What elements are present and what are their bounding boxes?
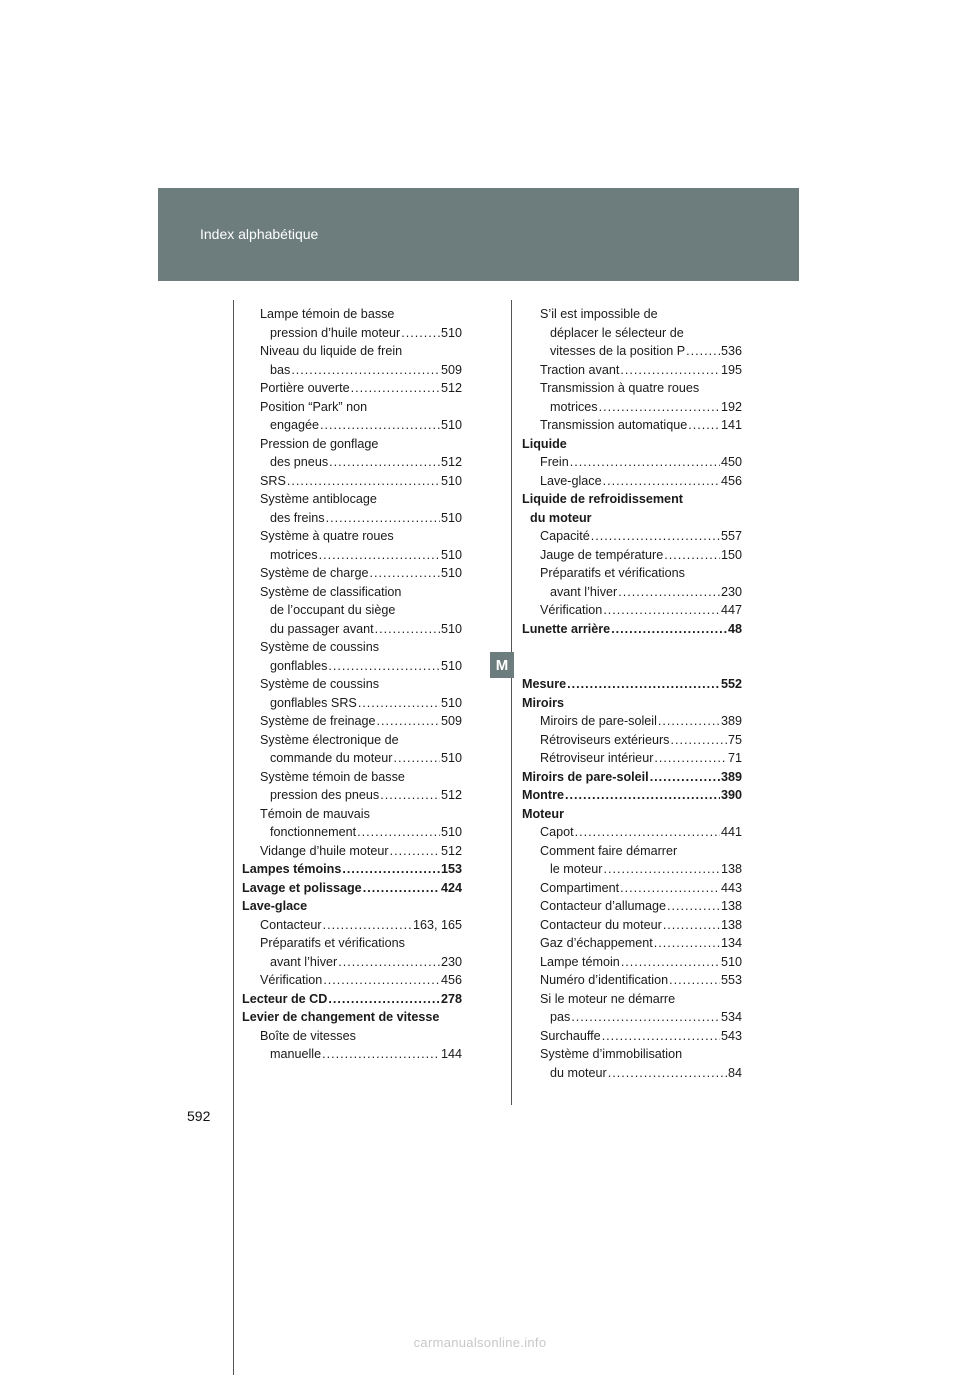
index-entry [522, 1027, 742, 1046]
entry-text: motrices [270, 547, 318, 562]
dot-leader [291, 361, 440, 380]
index-entry [242, 916, 462, 935]
dot-leader [621, 953, 720, 972]
index-entry [242, 564, 462, 583]
index-entry [242, 675, 462, 694]
entry-text: vitesses de la position P [550, 344, 686, 358]
dot-leader [599, 398, 720, 417]
entry-text: Système de coussins [260, 640, 379, 654]
entry-text: Système de coussins [260, 677, 379, 691]
index-entry [522, 453, 742, 472]
entry-text: Contacteur du moteur [540, 917, 662, 932]
index-entry [522, 842, 742, 861]
index-heading [242, 897, 462, 916]
entry-page-number: 510 [440, 566, 462, 580]
entry-text: SRS [260, 473, 286, 488]
dot-leader [670, 731, 727, 750]
index-entry [522, 379, 742, 398]
entry-page-number: 510 [440, 418, 462, 432]
entry-text: du moteur [550, 1065, 607, 1080]
index-entry [242, 379, 462, 398]
index-entry [242, 731, 462, 750]
dot-leader [565, 786, 720, 805]
index-heading [242, 1008, 462, 1027]
entry-text: Compartiment [540, 880, 620, 895]
dot-leader [664, 546, 720, 565]
index-entry [522, 527, 742, 546]
entry-page-number: 509 [440, 362, 462, 377]
entry-page-number: 450 [720, 455, 742, 469]
index-entry [522, 971, 742, 990]
dot-leader [571, 1008, 720, 1027]
index-entry [242, 398, 462, 417]
index-entry [242, 805, 462, 824]
entry-page-number: 443 [720, 880, 742, 895]
entry-page-number: 390 [720, 788, 742, 802]
dot-leader [328, 990, 440, 1009]
dot-leader [377, 712, 440, 731]
dot-leader [342, 860, 440, 879]
entry-text: Jauge de température [540, 547, 664, 562]
index-entry [242, 509, 462, 528]
index-heading [522, 509, 742, 528]
entry-page-number: 138 [720, 899, 742, 913]
entry-page-number: 512 [440, 381, 462, 395]
entry-text: de l’occupant du siège [270, 603, 396, 617]
dot-leader [650, 768, 720, 787]
entry-text: Traction avant [540, 362, 620, 377]
index-entry [242, 342, 462, 361]
entry-text: Rétroviseurs extérieurs [540, 732, 670, 747]
index-entry [242, 842, 462, 861]
dot-leader [390, 842, 440, 861]
entry-text: Lave-glace [540, 473, 602, 488]
entry-page-number: 510 [440, 325, 462, 340]
index-entry [522, 879, 742, 898]
entry-page-number: 552 [720, 677, 742, 691]
entry-text: Lampe témoin de basse [260, 307, 395, 321]
dot-leader [654, 934, 720, 953]
dot-leader [322, 1045, 440, 1064]
entry-text: Niveau du liquide de frein [260, 344, 403, 358]
index-entry [242, 1045, 462, 1064]
entry-page-number: 424 [440, 880, 462, 895]
index-entry [242, 527, 462, 546]
dot-leader [608, 1064, 727, 1083]
index-entry [242, 472, 462, 491]
index-entry [522, 416, 742, 435]
index-entry [242, 786, 462, 805]
index-entry [522, 472, 742, 491]
watermark: carmanualsonline.info [413, 1335, 547, 1350]
entry-text: S’il est impossible de [540, 307, 658, 321]
index-entry [522, 1045, 742, 1064]
entry-text: Préparatifs et vérifications [540, 566, 685, 580]
index-heading [522, 786, 742, 805]
dot-leader [686, 342, 720, 361]
dot-leader [323, 916, 412, 935]
dot-leader [380, 786, 440, 805]
entry-text: Montre [522, 788, 564, 802]
index-entry [522, 1064, 742, 1083]
entry-text: Mesure [522, 677, 567, 691]
entry-text: avant l’hiver [550, 584, 618, 599]
index-entry [522, 953, 742, 972]
index-entry [242, 453, 462, 472]
entry-page-number: 543 [720, 1028, 742, 1043]
entry-text: Lave-glace [242, 899, 308, 913]
entry-page-number: 144 [440, 1047, 462, 1061]
dot-leader [603, 601, 720, 620]
entry-text: déplacer le sélecteur de [550, 325, 684, 340]
margin-rule [233, 300, 234, 1375]
entry-page-number: 512 [440, 788, 462, 802]
index-entry [242, 934, 462, 953]
index-heading [242, 860, 462, 879]
dot-leader [394, 749, 440, 768]
entry-text: Contacteur [260, 917, 322, 932]
entry-page-number: 134 [720, 936, 742, 950]
dot-leader [567, 675, 720, 694]
dot-leader [328, 657, 440, 676]
index-entry [242, 324, 462, 343]
header-band [158, 188, 799, 281]
index-entry [242, 546, 462, 565]
entry-page-number: 71 [727, 751, 742, 765]
entry-page-number: 510 [440, 621, 462, 636]
entry-page-number: 138 [720, 862, 742, 876]
dot-leader [370, 564, 440, 583]
index-heading [242, 990, 462, 1009]
dot-leader [323, 971, 440, 990]
entry-page-number: 230 [440, 954, 462, 969]
entry-text: Position “Park” non [260, 399, 368, 414]
dot-leader [603, 472, 720, 491]
index-entry [522, 712, 742, 731]
index-entry [522, 934, 742, 953]
entry-text: gonflables SRS [270, 695, 357, 710]
dot-leader [319, 546, 440, 565]
index-entry [522, 860, 742, 879]
entry-page-number: 509 [440, 714, 462, 728]
index-heading [522, 490, 742, 509]
entry-page-number: 510 [440, 825, 462, 839]
entry-text: motrices [550, 399, 598, 414]
entry-page-number: 141 [720, 418, 742, 432]
entry-text: Système témoin de basse [260, 769, 405, 784]
entry-text: le moteur [550, 862, 603, 876]
entry-page-number: 48 [727, 621, 742, 636]
index-entry [242, 823, 462, 842]
column-divider [511, 300, 512, 1105]
entry-text: Surchauffe [540, 1028, 601, 1043]
index-entry [242, 361, 462, 380]
index-heading [522, 620, 742, 639]
entry-text: avant l’hiver [270, 954, 338, 969]
entry-text: Liquide de refroidissement [522, 492, 683, 506]
index-entry [522, 823, 742, 842]
index-entry [242, 305, 462, 324]
index-entry [242, 601, 462, 620]
dot-leader [669, 971, 720, 990]
entry-text: Miroirs de pare-soleil [540, 714, 657, 728]
entry-gap [522, 638, 742, 657]
entry-text: Lampes témoins [242, 862, 342, 876]
dot-leader [357, 823, 440, 842]
entry-text: Vidange d’huile moteur [260, 843, 389, 858]
index-entry [242, 416, 462, 435]
index-heading [522, 694, 742, 713]
dot-leader [375, 620, 440, 639]
index-heading [522, 805, 742, 824]
entry-text: Système de freinage [260, 714, 376, 728]
entry-text: Préparatifs et vérifications [260, 936, 405, 950]
dot-leader [620, 879, 720, 898]
entry-page-number: 447 [720, 603, 742, 617]
entry-page-number: 510 [440, 695, 462, 710]
dot-leader [602, 1027, 720, 1046]
entry-page-number: 512 [440, 843, 462, 858]
index-entry [242, 712, 462, 731]
entry-text: Miroirs [522, 695, 564, 710]
entry-text: Capot [540, 825, 574, 839]
index-entry [522, 601, 742, 620]
index-entry [522, 546, 742, 565]
entry-text: Transmission automatique [540, 418, 688, 432]
section-tab-m: M [490, 652, 514, 678]
entry-text: Système de charge [260, 566, 369, 580]
entry-text: Lavage et polissage [242, 880, 362, 895]
dot-leader [611, 620, 727, 639]
entry-text: Levier de changement de vitesse [242, 1010, 440, 1024]
index-heading [522, 435, 742, 454]
entry-page-number: 456 [720, 473, 742, 488]
entry-page-number: 75 [727, 732, 742, 747]
entry-text: commande du moteur [270, 751, 393, 765]
index-entry [242, 1027, 462, 1046]
entry-text: Système électronique de [260, 732, 399, 747]
index-column-left [242, 305, 462, 1064]
entry-page-number: 553 [720, 973, 742, 987]
entry-text: du moteur [530, 510, 592, 525]
entry-text: pression des pneus [270, 788, 380, 802]
entry-text: Lecteur de CD [242, 991, 328, 1006]
entry-text: Système antiblocage [260, 492, 377, 506]
index-entry [242, 971, 462, 990]
dot-leader [401, 324, 440, 343]
entry-text: fonctionnement [270, 825, 357, 839]
dot-leader [688, 416, 720, 435]
entry-text: bas [270, 362, 291, 377]
entry-text: Capacité [540, 529, 590, 543]
index-entry [522, 361, 742, 380]
entry-page-number: 150 [720, 547, 742, 562]
entry-text: Pression de gonflage [260, 436, 379, 451]
entry-page-number: 557 [720, 529, 742, 543]
index-entry [242, 583, 462, 602]
index-entry [522, 324, 742, 343]
entry-text: Moteur [522, 806, 564, 821]
entry-text: Vérification [540, 603, 603, 617]
dot-leader [620, 361, 720, 380]
index-heading [522, 768, 742, 787]
dot-leader [351, 379, 440, 398]
index-heading [242, 879, 462, 898]
entry-text: engagée [270, 418, 320, 432]
dot-leader [570, 453, 720, 472]
entry-page-number: 510 [440, 510, 462, 525]
header-title: Index alphabétique [200, 226, 319, 242]
index-entry [242, 620, 462, 639]
entry-page-number: 192 [720, 399, 742, 414]
entry-text: Frein [540, 455, 569, 469]
dot-leader [604, 860, 720, 879]
dot-leader [618, 583, 720, 602]
entry-text: du passager avant [270, 621, 374, 636]
entry-page-number: 510 [720, 954, 742, 969]
index-entry [522, 564, 742, 583]
dot-leader [287, 472, 440, 491]
entry-page-number: 84 [727, 1065, 742, 1080]
index-column-right [522, 305, 742, 1082]
dot-leader [338, 953, 440, 972]
entry-page-number: 138 [720, 917, 742, 932]
entry-text: Comment faire démarrer [540, 843, 678, 858]
dot-leader [663, 916, 720, 935]
index-entry [242, 657, 462, 676]
index-entry [522, 731, 742, 750]
dot-leader [667, 897, 720, 916]
index-entry [522, 342, 742, 361]
dot-leader [363, 879, 440, 898]
entry-text: Système de classification [260, 584, 402, 599]
entry-text: Boîte de vitesses [260, 1028, 356, 1043]
entry-text: Système d’immobilisation [540, 1047, 683, 1061]
index-entry [522, 583, 742, 602]
entry-page-number: 389 [720, 714, 742, 728]
entry-text: pression d’huile moteur [270, 325, 401, 340]
entry-text: Portière ouverte [260, 381, 350, 395]
index-entry [522, 305, 742, 324]
entry-page-number: 441 [720, 825, 742, 839]
entry-text: Lunette arrière [522, 621, 611, 636]
entry-text: des freins [270, 510, 325, 525]
entry-text: Contacteur d’allumage [540, 899, 667, 913]
index-entry [242, 768, 462, 787]
entry-text: Système à quatre roues [260, 529, 394, 543]
entry-gap [522, 657, 742, 676]
entry-page-number: 278 [440, 991, 462, 1006]
entry-page-number: 536 [720, 344, 742, 358]
entry-page-number: 163, 165 [412, 917, 462, 932]
index-entry [522, 916, 742, 935]
entry-text: Si le moteur ne démarre [540, 991, 676, 1006]
index-entry [242, 694, 462, 713]
entry-page-number: 195 [720, 362, 742, 377]
entry-page-number: 456 [440, 973, 462, 987]
entry-page-number: 510 [440, 751, 462, 765]
entry-text: manuelle [270, 1047, 322, 1061]
index-entry [242, 490, 462, 509]
dot-leader [591, 527, 720, 546]
dot-leader [654, 749, 727, 768]
dot-leader [329, 453, 440, 472]
entry-text: Numéro d’identification [540, 973, 669, 987]
entry-page-number: 510 [440, 658, 462, 673]
entry-text: Rétroviseur intérieur [540, 751, 654, 765]
entry-page-number: 510 [440, 473, 462, 488]
entry-page-number: 230 [720, 584, 742, 599]
entry-text: Transmission à quatre roues [540, 381, 700, 395]
index-entry [522, 897, 742, 916]
dot-leader [326, 509, 440, 528]
dot-leader [320, 416, 440, 435]
entry-text: pas [550, 1010, 571, 1024]
entry-text: gonflables [270, 658, 328, 673]
index-heading [522, 675, 742, 694]
index-entry [242, 953, 462, 972]
index-entry [242, 638, 462, 657]
page-number: 592 [187, 1108, 211, 1124]
index-entry [522, 1008, 742, 1027]
index-entry [522, 398, 742, 417]
entry-text: Miroirs de pare-soleil [522, 769, 649, 784]
dot-leader [658, 712, 720, 731]
entry-page-number: 389 [720, 769, 742, 784]
entry-text: Lampe témoin [540, 954, 620, 969]
entry-text: Vérification [260, 973, 323, 987]
entry-page-number: 534 [720, 1010, 742, 1024]
entry-page-number: 153 [440, 862, 462, 876]
index-entry [522, 749, 742, 768]
entry-text: Liquide [522, 436, 567, 451]
dot-leader [575, 823, 720, 842]
entry-page-number: 510 [440, 547, 462, 562]
entry-text: Témoin de mauvais [260, 806, 370, 821]
entry-page-number: 512 [440, 455, 462, 469]
entry-text: Gaz d’échappement [540, 936, 653, 950]
index-entry [522, 990, 742, 1009]
dot-leader [358, 694, 440, 713]
index-entry [242, 435, 462, 454]
entry-text: des pneus [270, 455, 329, 469]
index-entry [242, 749, 462, 768]
